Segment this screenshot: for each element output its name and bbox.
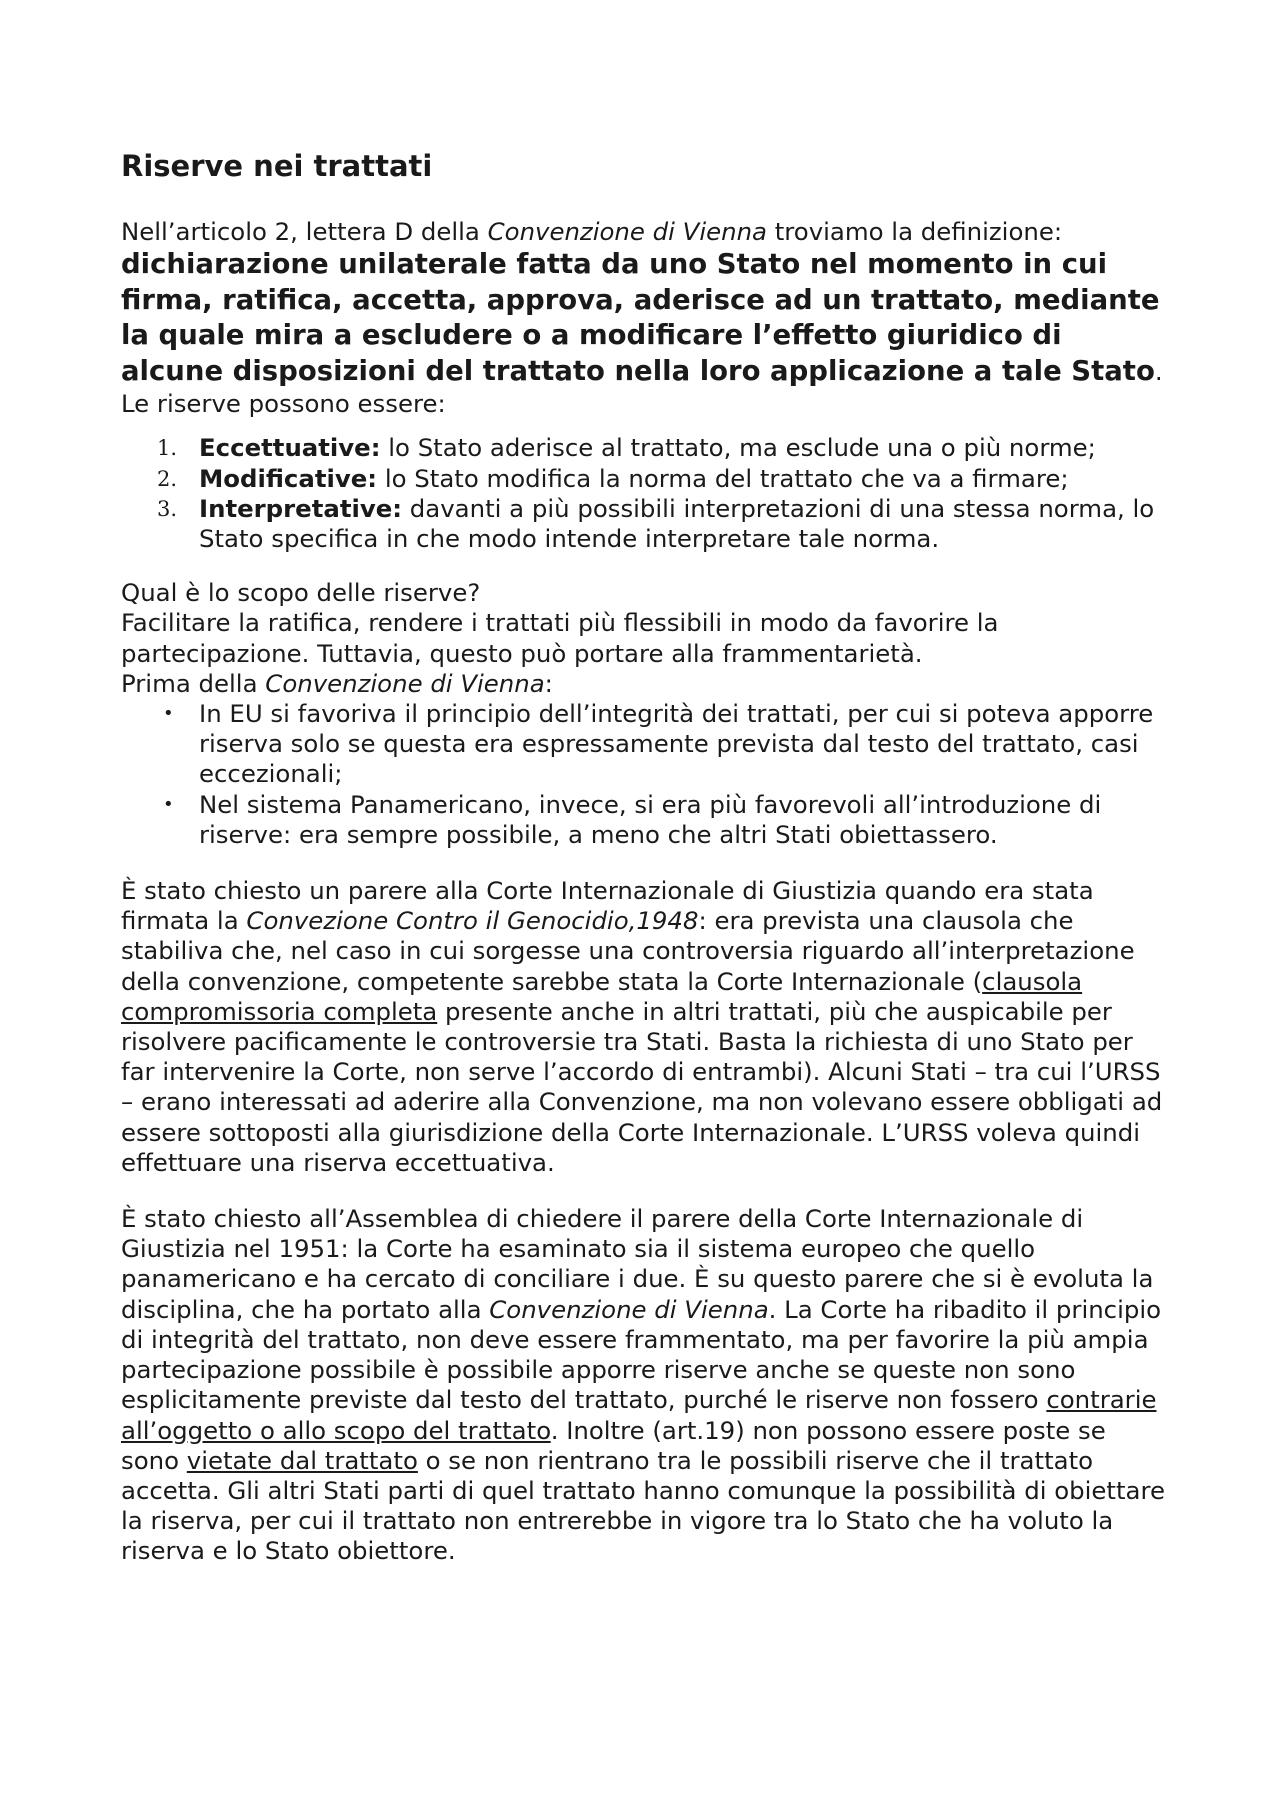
vienna-convention-italic: Convenzione di Vienna	[265, 668, 545, 698]
vienna-convention-italic: Convenzione di Vienna	[489, 1294, 769, 1324]
page-title: Riserve nei trattati	[121, 149, 433, 183]
document-page	[121, 148, 1171, 1567]
purpose-question: Qual è lo scopo delle riserve?	[121, 578, 481, 608]
vienna-convention-italic: Convenzione di Vienna	[487, 217, 767, 246]
before-start: Prima della	[121, 668, 266, 698]
types-intro: Le riserve possono essere:	[121, 389, 446, 419]
type-term: Modificative:	[199, 463, 378, 493]
list-item	[121, 790, 1171, 850]
genocide-part2: : era prevista una clausola che stabiliva che, nel caso in cui sorgesse una controversia riguardo all’interpretazione della convenzione, competente sarebbe stata la Corte Internazionale (	[121, 906, 1135, 996]
definition-intro	[121, 217, 1171, 247]
object-purpose-underline: contrarie all’oggetto o allo scopo del trattato	[121, 1385, 1157, 1445]
system-text: Nel sistema Panamericano, invece, si era più favorevoli all’introduzione di riserve: era sempre possibile, a meno che altri Stati obiettassero.	[199, 789, 1102, 849]
before-end: :	[544, 668, 553, 698]
genocide-part1: È stato chiesto un parere alla Corte Internazionale di Giustizia quando era stata firmata la	[121, 876, 1094, 936]
purpose-answer: Facilitare la ratifica, rendere i trattati più flessibili in modo da favorire la partecipazione. Tuttavia, questo può portare alla frammentarietà.	[121, 608, 999, 668]
before-vienna-intro	[121, 669, 1171, 699]
list-item	[121, 494, 1171, 554]
genocide-convention-italic: Convezione Contro il Genocidio,1948	[246, 906, 699, 936]
system-text: In EU si favoriva il principio dell’integrità dei trattati, per cui si poteva apporre riserva solo se questa era espressamente prevista dal testo del trattato, casi eccezionali;	[199, 699, 1154, 789]
genocide-paragraph	[121, 876, 1171, 1178]
list-number: 3.	[157, 496, 178, 521]
definition-text	[121, 247, 1171, 389]
assembly-part1: È stato chiesto all’Assemblea di chiedere il parere della Corte Internazionale di Giustizia nel 1951: la Corte ha esaminato sia il sistema europeo che quello panamericano e ha cercato di conciliare i due. È su questo parere che si è evoluta la disciplina, che ha portato alla	[121, 1204, 1154, 1324]
list-number: 2.	[157, 466, 178, 491]
definition-intro-end: troviamo la definizione:	[766, 217, 1063, 246]
list-number: 1.	[157, 436, 178, 461]
bullet-icon: •	[163, 703, 174, 725]
list-item	[121, 433, 1171, 463]
systems-list	[121, 699, 1171, 850]
type-term: Interpretative:	[199, 493, 403, 523]
bullet-icon: •	[163, 793, 174, 815]
assembly-part3: . Inoltre (art.19) non possono essere poste se sono	[121, 1415, 1106, 1475]
assembly-paragraph	[121, 1204, 1171, 1566]
prohibited-underline: vietate dal trattato	[186, 1445, 418, 1475]
reservation-types-list	[121, 433, 1171, 554]
assembly-part2: . La Corte ha ribadito il principio di integrità del trattato, non deve essere frammentato, ma per favorire la più ampia partecipazione possibile è possibile apporre riserve anche se queste non sono esplicitamente previste dal testo del trattato, purché le riserve non fossero	[121, 1294, 1162, 1415]
assembly-part4: o se non rientrano tra le possibili riserve che il trattato accetta. Gli altri Stati parti di quel trattato hanno comunque la possibilità di obiettare la riserva, per cui il trattato non entrerebbe in vigore tra lo Stato che ha voluto la riserva e lo Stato obiettore.	[121, 1445, 1165, 1566]
definition-bold-text: dichiarazione unilaterale fatta da uno Stato nel momento in cui firma, ratifica, accetta, approva, aderisce ad un trattato, mediante la quale mira a escludere o a modificare l’effetto giuridico di alcune disposizioni del trattato nella loro applicazione a tale Stato	[121, 248, 1160, 387]
type-text: lo Stato aderisce al trattato, ma esclude una o più norme;	[380, 433, 1096, 463]
type-text: lo Stato modifica la norma del trattato che va a firmare;	[377, 463, 1069, 493]
compromissory-clause-underline: clausola compromissoria completa	[121, 966, 1083, 1026]
list-item	[121, 464, 1171, 494]
type-text: davanti a più possibili interpretazioni di una stessa norma, lo Stato specifica in che modo intende interpretare tale norma.	[199, 493, 1155, 554]
genocide-part3: presente anche in altri trattati, più che auspicabile per risolvere pacificamente le controversie tra Stati. Basta la richiesta di uno Stato per far intervenire la Corte, non serve l’accordo di entrambi). Alcuni Stati – tra cui l’URSS – erano interessati ad aderire alla Convenzione, ma non volevano essere obbligati ad essere sottoposti alla giurisdizione della Corte Internazionale. L’URSS voleva quindi effettuare una riserva eccettuativa.	[121, 996, 1163, 1177]
definition-period: .	[1154, 356, 1163, 386]
type-term: Eccettuative:	[199, 433, 381, 463]
definition-intro-start: Nell’articolo 2, lettera D della	[121, 217, 488, 246]
list-item	[121, 699, 1171, 790]
